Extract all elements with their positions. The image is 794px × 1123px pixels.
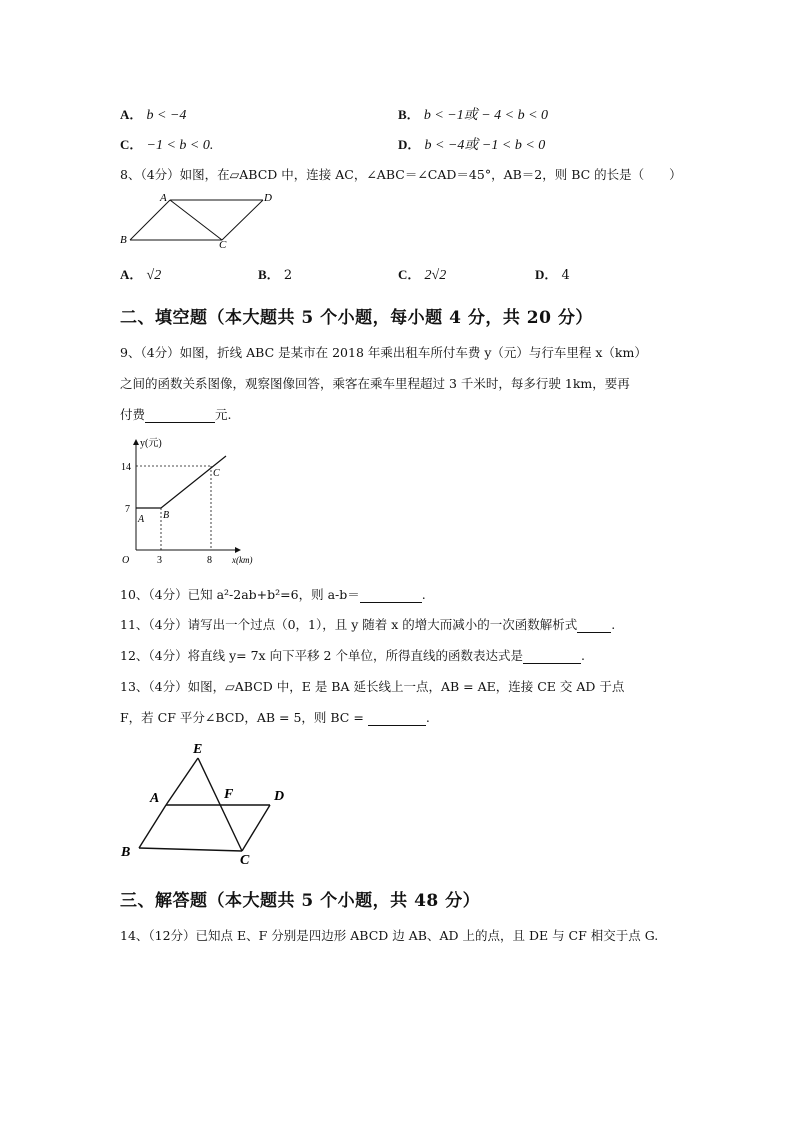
q9-answer-blank[interactable] xyxy=(145,410,215,423)
q8-parallelogram-figure xyxy=(118,190,278,250)
q13-label-f: F xyxy=(224,787,234,802)
q8-label-d: D xyxy=(264,192,272,204)
q8-label-c: C xyxy=(219,239,227,250)
q12-stem: 12、（4分）将直线 y= 7x 向下平移 2 个单位，所得直线的函数表达式是 . xyxy=(120,648,585,663)
q14-stem: 14、（12分）已知点 E、F 分别是四边形 ABCD 边 AB、AD 上的点，且 DE 与 CF 相交于点 G. xyxy=(120,928,659,943)
q8-option-c: C． 2√2 xyxy=(398,267,447,283)
q13-label-a: A xyxy=(150,791,160,806)
q9-x-tick-8: 8 xyxy=(207,555,212,566)
q13-line-2: F，若 CF 平分∠BCD，AB = 5，则 BC = . xyxy=(120,710,430,725)
q9-line-2: 之间的函数关系图像，观察图像回答，乘客在乘车里程超过 3 千米时，每多行驶 1km，要再 xyxy=(120,376,630,391)
q8-option-d: D． 4 xyxy=(535,267,570,283)
q7-option-b: B． b < −1或 − 4 < b < 0 xyxy=(398,107,549,123)
q13-line-1: 13、（4分）如图，▱ABCD 中，E 是 BA 延长线上一点，AB = AE，连接 CE 交 AD 于点 xyxy=(120,679,625,694)
q9-point-b: B xyxy=(163,510,170,521)
q13-label-d: D xyxy=(274,789,285,804)
section-3-heading: 三、解答题（本大题共 5 个小题，共 48 分） xyxy=(120,891,481,911)
q9-origin-label: O xyxy=(122,555,130,566)
q9-line-3: 付费 元. xyxy=(120,407,232,422)
q7-option-a: A． b < −4 xyxy=(120,107,187,123)
q9-point-a: A xyxy=(138,514,145,525)
q9-x-tick-3: 3 xyxy=(157,555,162,566)
section-2-heading: 二、填空题（本大题共 5 个小题，每小题 4 分，共 20 分） xyxy=(120,308,593,328)
q13-label-e: E xyxy=(193,742,203,757)
q9-y-tick-14: 14 xyxy=(121,462,131,473)
q9-y-tick-7: 7 xyxy=(125,504,130,515)
q13-answer-blank[interactable] xyxy=(368,713,426,726)
q11-answer-blank[interactable] xyxy=(577,620,611,633)
q10-stem: 10、（4分）已知 a²-2ab+b²=6，则 a-b＝ . xyxy=(120,587,426,602)
q13-label-c: C xyxy=(240,853,250,868)
q9-fare-graph xyxy=(118,432,268,570)
q8-label-a: A xyxy=(160,192,167,204)
q8-option-a: A． √2 xyxy=(120,267,162,283)
q9-line-1: 9、（4分）如图，折线 ABC 是某市在 2018 年乘出租车所付车费 y（元）与行车里程 x（km） xyxy=(120,345,647,360)
q9-point-c: C xyxy=(213,468,220,479)
q7-option-c: C． −1 < b < 0. xyxy=(120,137,214,153)
q10-answer-blank[interactable] xyxy=(360,590,422,603)
q9-x-axis-label: x(km) xyxy=(232,555,253,565)
q7-option-d: D． b < −4或 −1 < b < 0 xyxy=(398,137,546,153)
q8-label-b: B xyxy=(120,234,127,246)
q13-label-b: B xyxy=(121,845,131,860)
q12-answer-blank[interactable] xyxy=(523,651,581,664)
q8-stem: 8、（4分）如图，在▱ABCD 中，连接 AC，∠ABC＝∠CAD＝45°，AB＝2，则 BC 的长是（ ） xyxy=(120,167,682,182)
q11-stem: 11、（4分）请写出一个过点（0，1），且 y 随着 x 的增大而减小的一次函数解析式 . xyxy=(120,617,616,632)
q13-parallelogram-figure xyxy=(118,738,308,868)
q8-option-b: B． 2 xyxy=(258,267,293,283)
q9-y-axis-label: y(元) xyxy=(140,438,162,449)
